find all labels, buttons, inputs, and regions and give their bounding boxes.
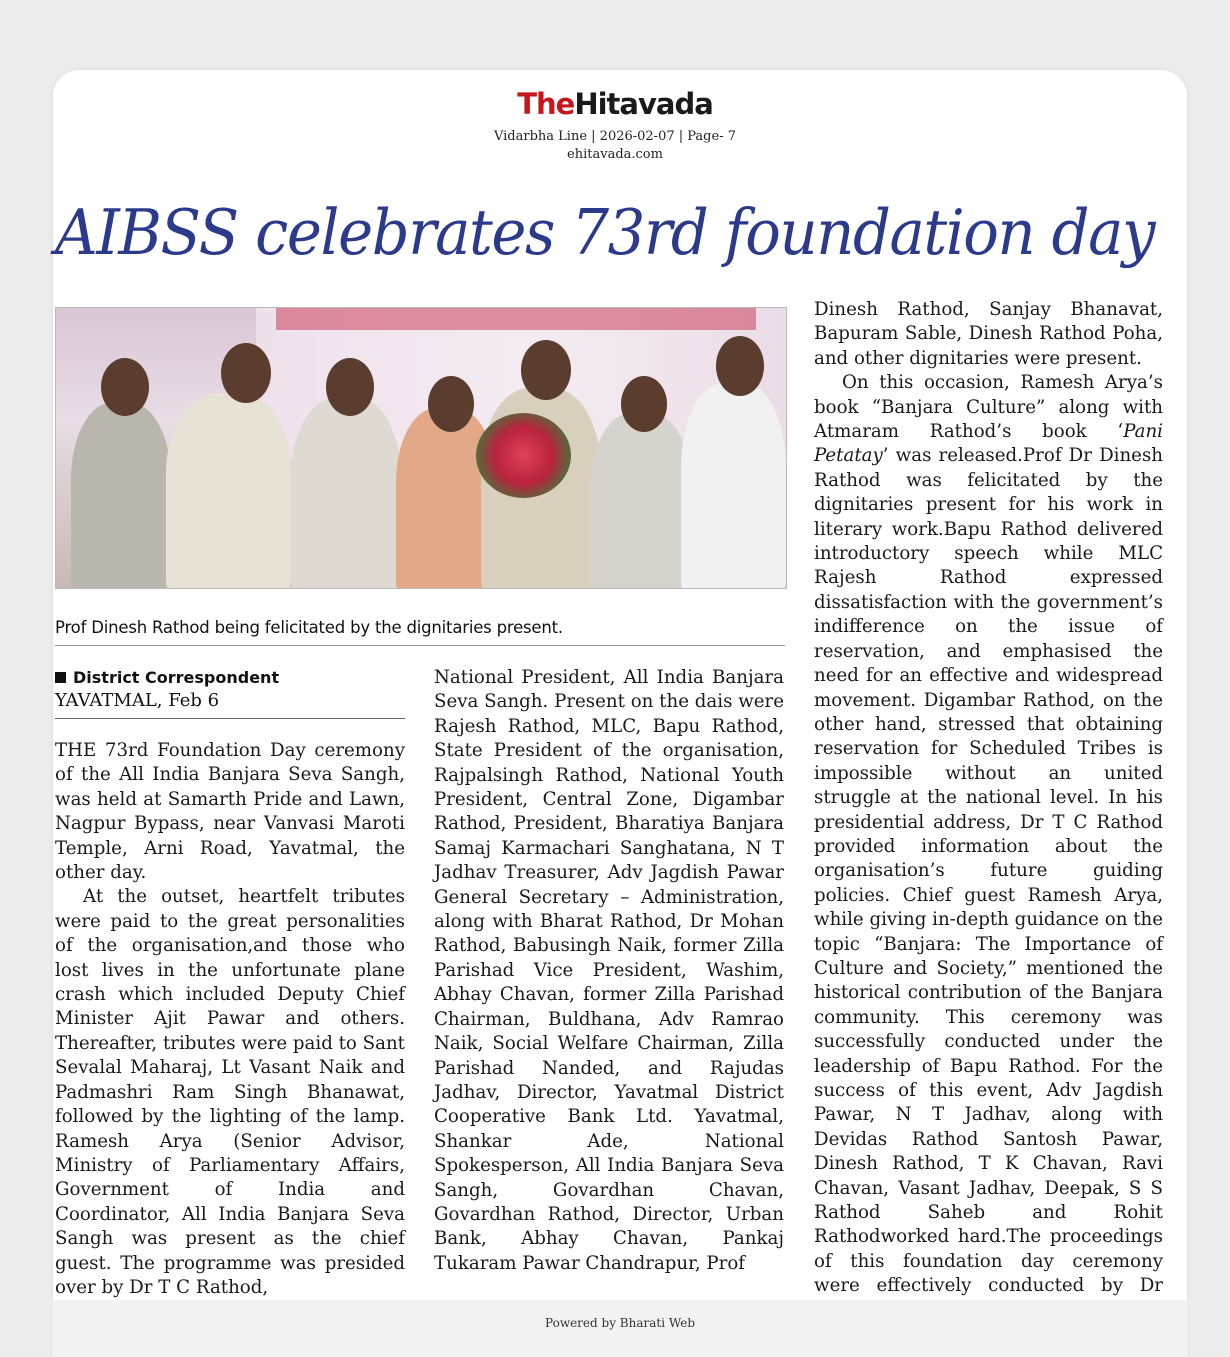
photo-person-head xyxy=(621,376,667,432)
paragraph: THE 73rd Foundation Day ceremony of the All India Banjara Seva Sangh, was held at Samarth Pride and Lawn, Nagpur Bypass, near Vanvasi Maroti Temple, Arni Road, Yavatmal, the other day. xyxy=(55,740,405,884)
byline-divider xyxy=(55,718,405,719)
footer-bar xyxy=(53,1300,1187,1357)
byline-square-icon xyxy=(55,672,66,683)
article-column-2 xyxy=(434,666,784,1276)
photo-bouquet xyxy=(476,413,571,498)
photo-person xyxy=(681,383,786,589)
photo-person-head xyxy=(326,358,374,416)
article-photo xyxy=(55,307,787,589)
photo-person xyxy=(166,393,291,589)
photo-person xyxy=(591,413,691,589)
photo-person-head xyxy=(101,358,149,416)
paragraph: Dinesh Rathod, Sanjay Bhanavat, Bapuram Sable, Dinesh Rathod Poha, and other dignitaries were present. xyxy=(814,299,1163,369)
brand-the: The xyxy=(517,87,575,121)
article-column-3 xyxy=(814,298,1163,1347)
photo-person-head xyxy=(716,336,764,396)
paragraph-text: ’ was released.Prof Dr Dinesh Rathod was felicitated by the dignitaries present for his work in literary work.Bapu Rathod delivered introductory speech while MLC Rajesh Rathod expressed dissatisfaction with the government’s indifference on the issue of reservation, and emphasised the need for an effective and widespread movement. Digambar Rathod, on the other hand, stressed that obtaining reservation for Scheduled Tribes is impossible without an united struggle at the national level. In his presidential address, Dr T C Rathod provided information about the organisation’s future guiding policies. Chief guest Ramesh Arya, while giving in-depth guidance on the topic “Banjara: The Importance of Culture and Society,” mentioned the historical contribution of the Banjara community. This ceremony was successfully conducted under the leadership of Bapu Rathod. For the success of this event, Adv Jagdish Pawar, N T Jadhav, along with Devidas Rathod Santosh Pawar, Dinesh Rathod, T K Chavan, Ravi Chavan, Vasant Jadhav, Deepak, S S Rathod Saheb and Rohit Rathodworked hard.The proceedings of this foundation day ceremony were effectively conducted by Dr xyxy=(814,445,1164,1297)
paragraph xyxy=(814,371,1163,1347)
photo-caption: Prof Dinesh Rathod being felicitated by the dignitaries present. xyxy=(55,618,563,637)
caption-divider xyxy=(55,645,785,646)
paragraph: National President, All India Banjara Seva Sangh. Present on the dais were Rajesh Rathod, MLC, Bapu Rathod, State President of the organisation, Rajpalsingh Rathod, National Youth President, Central Zone, Digambar Rathod, President, Bharatiya Banjara Samaj Karmachari Sanghatana, N T Jadhav Treasurer, Adv Jagdish Pawar General Secretary – Administration, along with Bharat Rathod, Dr Mohan Rathod, Babusingh Naik, former Zilla Parishad Vice President, Washim, Abhay Chavan, former Zilla Parishad Chairman, Buldhana, Adv Ramrao Naik, Social Welfare Chairman, Zilla Parishad Nanded, and Rajudas Jadhav, Director, Yavatmal District Cooperative Bank Ltd. Yavatmal, Shankar Ade, National Spokesperson, All India Banjara Seva Sangh, Govardhan Chavan, Govardhan Rathod, Director, Urban Bank, Abhay Chavan, Pankaj Tukaram Pawar Chandrapur, Prof xyxy=(434,667,784,1274)
byline xyxy=(55,668,405,687)
article-headline: AIBSS celebrates 73rd foundation day xyxy=(55,196,1155,269)
photo-person-head xyxy=(521,340,571,400)
photo-person xyxy=(71,403,171,589)
dateline: YAVATMAL, Feb 6 xyxy=(55,690,220,711)
paragraph: At the outset, heartfelt tributes were paid to the great personalities of the organisation,and those who lost lives in the unfortunate plane crash which included Deputy Chief Minister Ajit Pawar and others. Thereafter, tributes were paid to Sant Sevalal Maharaj, Lt Vasant Naik and Padmashri Ram Singh Bhanawat, followed by the lighting of the lamp. Ramesh Arya (Senior Advisor, Ministry of Parliamentary Affairs, Government of India and Coordinator, All India Banjara Seva Sangh was present as the chief guest. The programme was presided over by Dr T C Rathod, xyxy=(55,886,405,1298)
powered-by-text: Powered by Bharati Web xyxy=(545,1316,695,1330)
photo-person-head xyxy=(428,376,474,432)
site-link[interactable]: ehitavada.com xyxy=(567,147,663,162)
book-title: Pani Petatay xyxy=(814,421,1163,467)
paragraph-text: On this occasion, Ramesh Arya’s book “Banjara Culture” along with Atmaram Rathod’s book ‘ xyxy=(814,372,1163,443)
byline-text: District Correspondent xyxy=(73,668,280,687)
brand-name: Hitavada xyxy=(574,87,713,121)
photo-banner-strip xyxy=(276,308,756,330)
photo-person-head xyxy=(221,343,271,403)
article-column-1 xyxy=(55,739,405,1300)
photo-person xyxy=(291,398,401,589)
masthead-logo xyxy=(0,88,1230,120)
edition-line: Vidarbha Line | 2026-02-07 | Page- 7 xyxy=(493,129,736,144)
